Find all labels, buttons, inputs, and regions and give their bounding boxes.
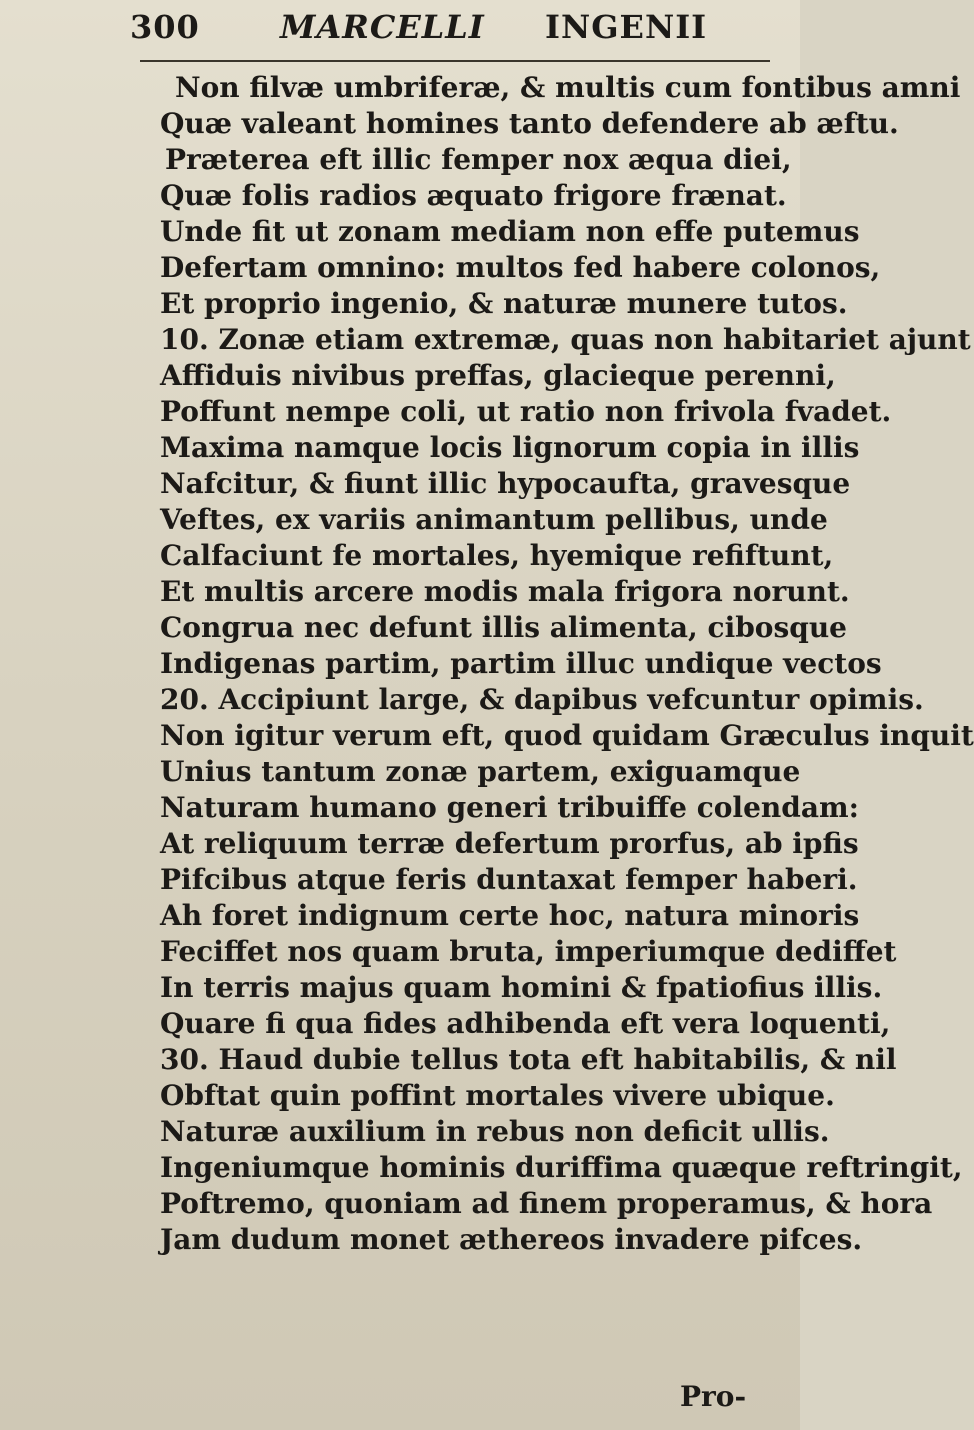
verse-line: Veftes, ex variis animantum pellibus, unde	[160, 503, 828, 536]
verse-line: 30. Haud dubie tellus tota eft habitabilis, & nil	[160, 1043, 897, 1076]
verse-line: 20. Accipiunt large, & dapibus vefcuntur opimis.	[160, 683, 924, 716]
verse-line: Congrua nec defunt illis alimenta, cibosque	[160, 611, 847, 644]
verse-line: Pifcibus atque feris duntaxat femper haberi.	[160, 863, 858, 896]
verse-line: Indigenas partim, partim illuc undique vectos	[160, 647, 882, 680]
verse-line: Ah foret indignum certe hoc, natura minoris	[160, 899, 860, 932]
verse-line: Quæ folis radios æquato frigore frænat.	[160, 179, 787, 212]
verse-line: Defertam omnino: multos fed habere colonos,	[160, 251, 881, 284]
verse-line: At reliquum terræ defertum prorfus, ab ipfis	[160, 827, 859, 860]
verse-line: Quæ valeant homines tanto defendere ab æftu.	[160, 107, 899, 140]
verse-line: 10. Zonæ etiam extremæ, quas non habitariet ajunt	[160, 323, 971, 356]
catchword: Pro-	[680, 1380, 747, 1413]
verse-line: Quare fi qua fides adhibenda eft vera loquenti,	[160, 1007, 891, 1040]
verse-line: Naturam humano generi tribuiffe colendam:	[160, 791, 859, 824]
verse-line: Unde fit ut zonam mediam non effe putemus	[160, 215, 860, 248]
verse-line: Et multis arcere modis mala frigora norunt.	[160, 575, 850, 608]
verse-line: Præterea eft illic femper nox æqua diei,	[165, 143, 792, 176]
verse-line: Naturæ auxilium in rebus non deficit ullis.	[160, 1115, 830, 1148]
running-title-name: INGENII	[545, 8, 708, 46]
page-header	[130, 8, 770, 58]
verse-line: Affiduis nivibus preffas, glacieque perenni,	[160, 359, 836, 392]
verse-line: Feciffet nos quam bruta, imperiumque dediffet	[160, 935, 897, 968]
verse-line: Poftremo, quoniam ad finem properamus, & hora	[160, 1187, 933, 1220]
verse-line: Unius tantum zonæ partem, exiguamque	[160, 755, 801, 788]
verse-line: Ingeniumque hominis duriffima quæque reftringit,	[160, 1151, 963, 1184]
running-title-author: MARCELLI	[280, 8, 485, 46]
page-number: 300	[130, 8, 200, 46]
verse-line: Et proprio ingenio, & naturæ munere tutos.	[160, 287, 848, 320]
verse-line: Nafcitur, & fiunt illic hypocaufta, gravesque	[160, 467, 851, 500]
verse-line: Maxima namque locis lignorum copia in illis	[160, 431, 860, 464]
verse-line: Non filvæ umbriferæ, & multis cum fontibus amni	[175, 71, 961, 104]
verse-line: Obftat quin poffint mortales vivere ubique.	[160, 1079, 835, 1112]
verse-line: Non igitur verum eft, quod quidam Græculus inquit	[160, 719, 974, 752]
verse-line: Poffunt nempe coli, ut ratio non frivola fvadet.	[160, 395, 892, 428]
header-rule	[140, 60, 770, 62]
verse-line: In terris majus quam homini & fpatiofius illis.	[160, 971, 883, 1004]
verse-line: Jam dudum monet æthereos invadere pifces.	[160, 1223, 863, 1256]
verse-line: Calfaciunt fe mortales, hyemique refiftunt,	[160, 539, 834, 572]
